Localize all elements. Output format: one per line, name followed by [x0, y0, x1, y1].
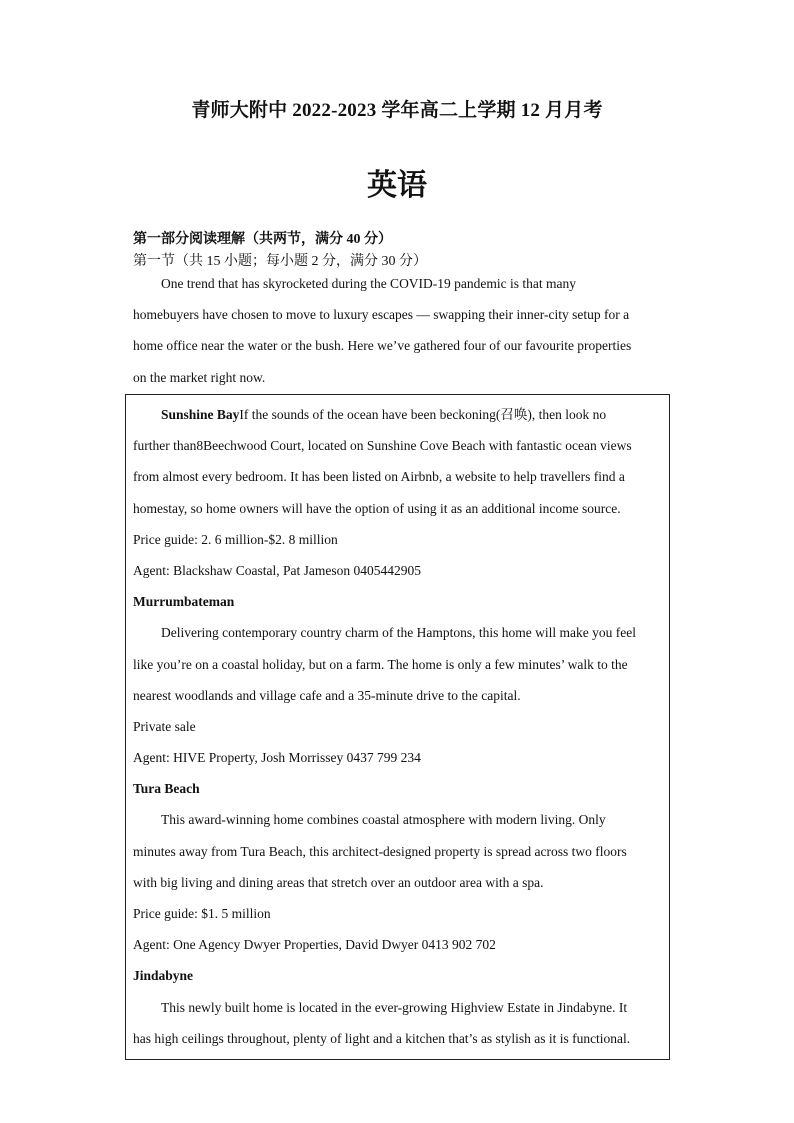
intro-line: One trend that has skyrocketed during the COVID-19 pandemic is that many	[161, 276, 577, 291]
listing-name-sunshine-bay: Sunshine Bay	[161, 407, 240, 422]
intro-line: on the market right now.	[133, 369, 266, 385]
listing-text: from almost every bedroom. It has been listed on Airbnb, a website to help travellers find a	[133, 469, 625, 485]
listings-box	[125, 394, 670, 1060]
agent-info: Agent: HIVE Property, Josh Morrissey 0437 799 234	[133, 750, 421, 766]
price-guide: Price guide: $1. 5 million	[133, 906, 271, 921]
listing-name-murrumbateman: Murrumbateman	[133, 594, 235, 610]
price-guide: Price guide: 2. 6 million-$2. 8 million	[133, 531, 338, 547]
listing-text: Delivering contemporary country charm of the Hamptons, this home will make you feel	[161, 625, 636, 641]
listing-text: This newly built home is located in the ever-growing Highview Estate in Jindabyne. It	[161, 999, 628, 1015]
listing-text: If the sounds of the ocean have been beckoning(召唤), then look no	[239, 407, 607, 422]
agent-info: Agent: Blackshaw Coastal, Pat Jameson 0405442905	[133, 562, 421, 578]
listing-text: minutes away from Tura Beach, this architect-designed property is spread across two floors	[133, 843, 627, 859]
listing-text: like you’re on a coastal holiday, but on a farm. The home is only a few minutes’ walk to the	[133, 656, 628, 672]
listing-text: This award-winning home combines coastal atmosphere with modern living. Only	[161, 812, 606, 828]
exam-title: 青师大附中 2022-2023 学年高二上学期 12 月月考	[191, 100, 603, 121]
listing-text: homestay, so home owners will have the option of using it as an additional income source.	[133, 500, 621, 516]
listing-text: nearest woodlands and village cafe and a 35-minute drive to the capital.	[133, 687, 521, 703]
section-subheading: 第一节（共 15 小题；每小题 2 分，满分 30 分）	[133, 254, 427, 269]
section-heading: 第一部分阅读理解（共两节，满分 40 分）	[133, 232, 392, 247]
listing-name-jindabyne: Jindabyne	[133, 968, 194, 984]
intro-line: homebuyers have chosen to move to luxury escapes — swapping their inner-city setup for a	[133, 307, 630, 323]
listing-text: has high ceilings throughout, plenty of light and a kitchen that’s as stylish as it is functional.	[133, 1030, 631, 1046]
intro-paragraph	[133, 268, 653, 393]
subject-title: 英语	[367, 169, 427, 202]
listing-text: further than8Beechwood Court, located on Sunshine Cove Beach with fantastic ocean views	[133, 438, 632, 454]
intro-line: home office near the water or the bush. Here we’ve gathered four of our favourite properties	[133, 338, 632, 354]
listing-name-tura-beach: Tura Beach	[133, 781, 200, 797]
price-guide: Private sale	[133, 718, 196, 734]
listing-text: with big living and dining areas that stretch over an outdoor area with a spa.	[133, 874, 544, 890]
listing-sunshine-line	[133, 399, 663, 430]
agent-info: Agent: One Agency Dwyer Properties, David Dwyer 0413 902 702	[133, 937, 496, 953]
listings-content	[133, 399, 663, 1054]
